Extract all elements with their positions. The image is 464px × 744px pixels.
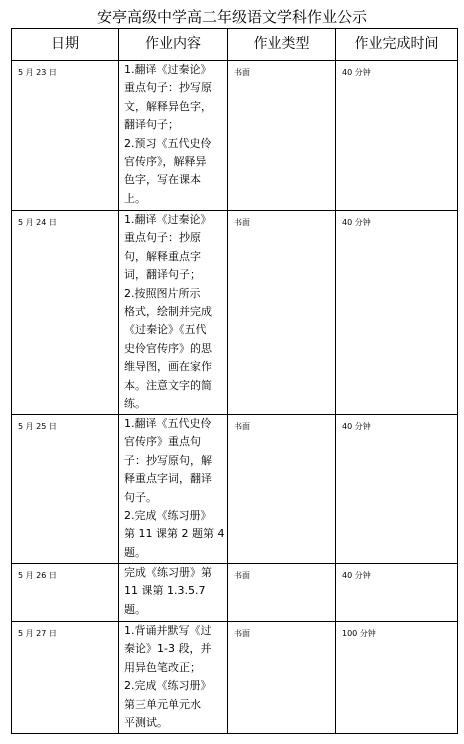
table-header-row — [12, 29, 458, 61]
content-line: 秦论》1-3 段，并 — [124, 642, 212, 656]
date-text: 5 月 25 日 — [18, 422, 57, 431]
content-cell — [119, 564, 228, 622]
content-text — [119, 415, 227, 562]
type-text: 书面 — [234, 218, 250, 227]
content-line: 平测试。 — [124, 716, 168, 730]
page-title: 安亭高级中学高二年级语文学科作业公示 — [96, 8, 367, 26]
content-line: 完成《练习册》第 — [124, 566, 212, 579]
date-text: 5 月 27 日 — [18, 629, 57, 638]
table-row — [12, 564, 458, 622]
content-line: 2.预习《五代史伶 — [124, 136, 212, 150]
type-text: 书面 — [234, 571, 250, 580]
content-line: 官传序》，解释异 — [124, 155, 207, 169]
table-row — [12, 415, 458, 564]
content-text — [119, 61, 227, 208]
content-line: 词，翻译句子； — [124, 268, 201, 282]
content-line: 用异色笔改正； — [124, 660, 201, 674]
content-line: 文，解释异色字， — [124, 99, 212, 113]
date-text: 5 月 23 日 — [18, 68, 57, 77]
content-line: 1.翻译《过秦论》 — [124, 63, 212, 76]
table-row — [12, 61, 458, 211]
type-text: 书面 — [234, 68, 250, 77]
date-cell — [12, 415, 119, 564]
content-line: 翻译句子； — [124, 118, 179, 132]
header-date: 日期 — [12, 29, 119, 61]
table-row — [12, 211, 458, 415]
content-line: 本。注意文字的简 — [124, 378, 212, 392]
content-line: 1.背诵并默写《过 — [124, 624, 212, 637]
content-line: 官传序》重点句 — [124, 435, 201, 449]
table-body — [12, 61, 458, 734]
content-line: 维导图，画在家作 — [124, 360, 212, 374]
type-cell — [228, 564, 336, 622]
content-line: 2.完成《练习册》 — [124, 679, 212, 693]
header-type: 作业类型 — [228, 29, 336, 61]
content-cell — [119, 211, 228, 415]
content-cell — [119, 415, 228, 564]
content-line: 《过秦论》《五代 — [124, 323, 207, 337]
time-text: 40 分钟 — [342, 218, 371, 227]
type-text: 书面 — [234, 629, 250, 638]
content-line: 重点句子：抄写原 — [124, 81, 212, 95]
time-cell — [336, 564, 458, 622]
content-line: 句，解释重点字 — [124, 249, 201, 263]
type-cell — [228, 415, 336, 564]
date-cell — [12, 564, 119, 622]
content-line: 练。 — [124, 397, 146, 411]
homework-table — [11, 28, 458, 734]
time-cell — [336, 622, 458, 734]
header-content: 作业内容 — [119, 29, 228, 61]
time-text: 40 分钟 — [342, 571, 371, 580]
content-text — [119, 564, 227, 619]
date-cell — [12, 211, 119, 415]
content-line: 史伶官传序》的思 — [124, 341, 212, 355]
content-line: 1.翻译《过秦论》 — [124, 213, 212, 226]
time-cell — [336, 415, 458, 564]
content-line: 色字，写在课本 — [124, 173, 201, 187]
content-cell — [119, 61, 228, 211]
content-text — [119, 622, 227, 732]
type-cell — [228, 61, 336, 211]
date-text: 5 月 24 日 — [18, 218, 57, 227]
time-text: 40 分钟 — [342, 68, 371, 77]
type-text: 书面 — [234, 422, 250, 431]
time-cell — [336, 61, 458, 211]
time-text: 100 分钟 — [342, 629, 376, 638]
type-cell — [228, 622, 336, 734]
content-line: 题。 — [124, 602, 146, 616]
time-text: 40 分钟 — [342, 422, 371, 431]
time-cell — [336, 211, 458, 415]
content-line: 第 11 课第 2 题第 4 — [124, 527, 225, 541]
content-cell — [119, 622, 228, 734]
content-line: 第三单元单元水 — [124, 697, 201, 711]
content-line: 题。 — [124, 545, 146, 559]
header-time: 作业完成时间 — [336, 29, 458, 61]
content-line: 子：抄写原句，解 — [124, 453, 212, 467]
content-line: 格式，绘制并完成 — [124, 305, 212, 319]
date-cell — [12, 61, 119, 211]
type-cell — [228, 211, 336, 415]
content-text — [119, 211, 227, 413]
content-line: 释重点字词，翻译 — [124, 472, 212, 486]
date-text: 5 月 26 日 — [18, 571, 57, 580]
content-line: 上。 — [124, 191, 146, 205]
table-row — [12, 622, 458, 734]
content-line: 2.按照图片所示 — [124, 286, 201, 300]
content-line: 1.翻译《五代史伶 — [124, 417, 212, 430]
date-cell — [12, 622, 119, 734]
content-line: 重点句子：抄原 — [124, 231, 201, 245]
content-line: 2.完成《练习册》 — [124, 509, 212, 523]
content-line: 11 课第 1.3.5.7 — [124, 584, 206, 598]
content-line: 句子。 — [124, 490, 157, 504]
